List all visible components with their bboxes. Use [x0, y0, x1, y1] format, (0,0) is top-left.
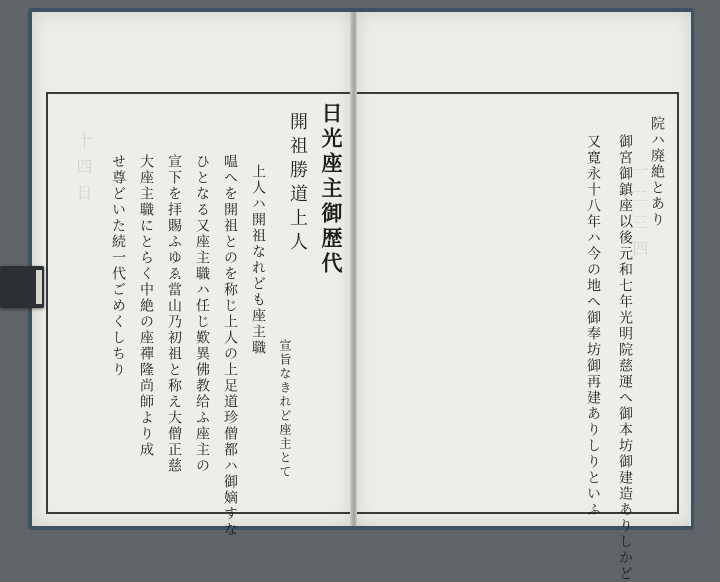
- body-line: 又寛永十八年ハ今の地へ御奉坊御再建ありしりといふ: [585, 134, 601, 518]
- bleed-through: 一二三四: [630, 162, 649, 266]
- body-line: 嗢へを開祖とのを称じ上人の上足道珍僧都ハ御嫡すな: [222, 154, 238, 538]
- left-page: [32, 12, 353, 538]
- page-title: 日光座主御歴代: [319, 102, 344, 277]
- bookmark-tab-edge: [36, 270, 42, 304]
- body-line: 院ハ廃絶とあり: [649, 116, 665, 228]
- bleed-through: 十四日: [74, 132, 93, 210]
- book: [28, 8, 694, 582]
- body-line: 大座主職にとらく中絶の座禪隆尚師より成: [138, 154, 154, 458]
- body-line: ひとなる又座主職ハ任じ歎異佛教给ふ座主の: [194, 154, 210, 474]
- body-line: 上人ハ開祖なれども座主職: [250, 164, 266, 356]
- body-line: 宣下を拝賜ふゆゑ當山乃初祖と称え大僧正慈: [166, 154, 182, 474]
- annotation: 宣旨なきれど座主とて: [278, 339, 292, 479]
- left-page-frame: [46, 92, 352, 538]
- body-line: 御宮御鎮座以後元和七年光明院慈運へ御本坊御建造ありしかど: [617, 134, 633, 582]
- right-page: [356, 12, 691, 582]
- right-page-frame: [357, 92, 679, 582]
- founder-name: 開祖勝道上人: [287, 112, 308, 256]
- body-line: せ尊どいた続一代ごめくしちり: [110, 154, 126, 378]
